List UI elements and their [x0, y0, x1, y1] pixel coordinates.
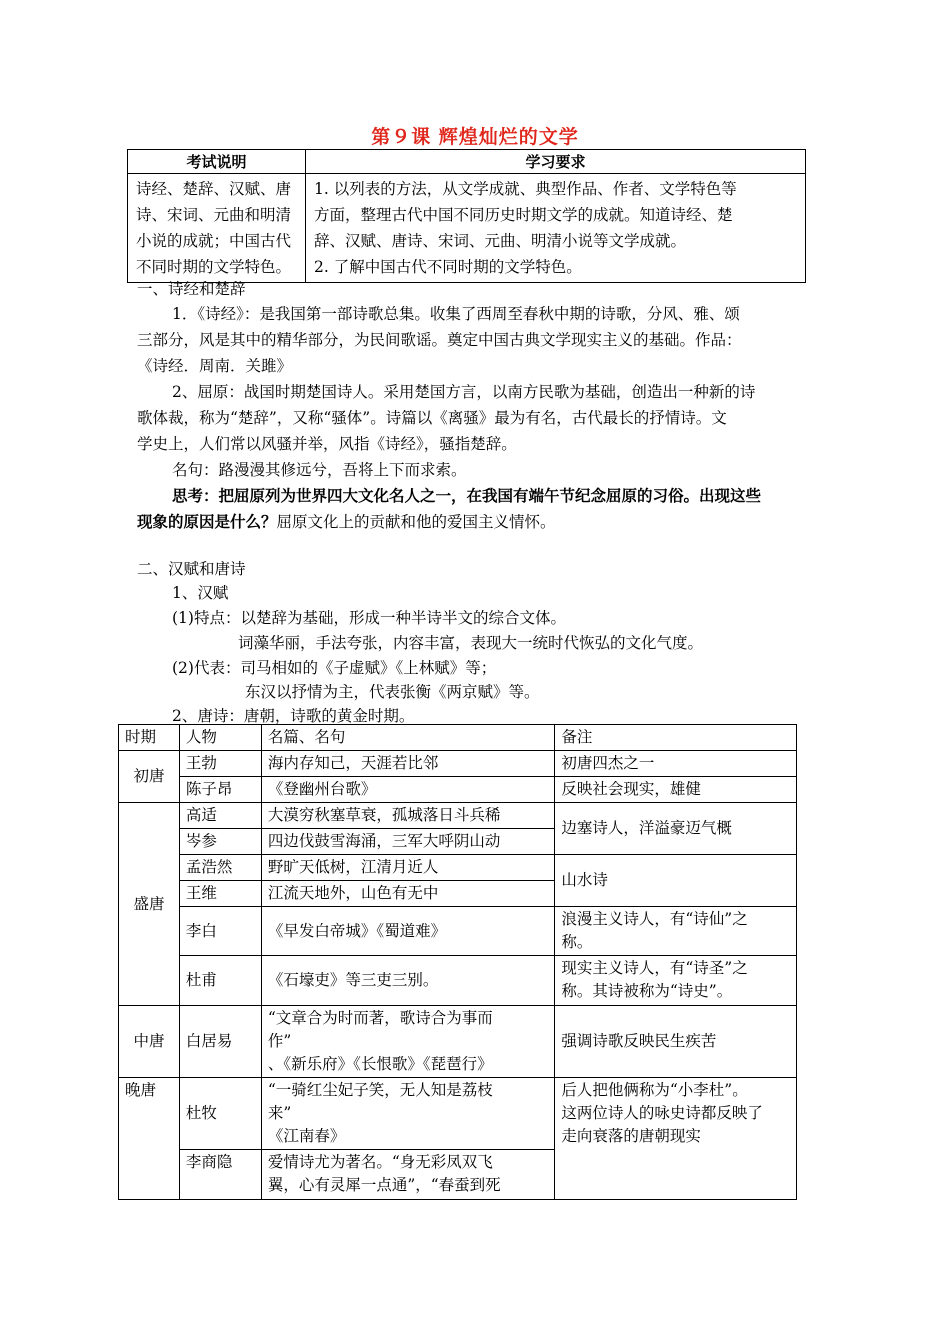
person-cell: 李商隐 — [179, 1150, 261, 1200]
table-row — [119, 725, 797, 751]
note-cell: 山水诗 — [555, 855, 797, 907]
period-cell: 晚唐 — [119, 1078, 180, 1200]
person-cell: 王维 — [179, 881, 261, 907]
work-cell: 野旷天低树，江清月近人 — [261, 855, 555, 881]
hanfu-rep2: 东汉以抒情为主，代表张衡《两京赋》等。 — [245, 683, 540, 701]
shijing-line2: 三部分，风是其中的精华部分，为民间歌谣。奠定中国古典文学现实主义的基础。作品： — [137, 331, 742, 349]
work-cell: 爱情诗尤为著名。“身无彩凤双飞 翼，心有灵犀一点通”，“春蚕到死 — [261, 1150, 555, 1200]
header-exam: 考试说明 — [128, 150, 306, 174]
hanfu-heading: 1、汉赋 — [172, 584, 229, 602]
work-cell: 江流天地外，山色有无中 — [261, 881, 555, 907]
table-row — [119, 1078, 797, 1150]
col-header: 名篇、名句 — [261, 725, 555, 751]
table-row — [119, 751, 797, 777]
period-cell: 盛唐 — [119, 803, 180, 1006]
tangshi-heading: 2、唐诗：唐朝，诗歌的黄金时期。 — [172, 707, 415, 725]
table-row — [119, 1006, 797, 1078]
table-row — [119, 907, 797, 956]
note-cell: 反映社会现实，雄健 — [555, 777, 797, 803]
think-line1: 思考：把屈原列为世界四大文化名人之一，在我国有端午节纪念屈原的习俗。出现这些 — [172, 486, 762, 505]
person-cell: 高适 — [179, 803, 261, 829]
person-cell: 杜甫 — [179, 956, 261, 1006]
col-header: 人物 — [179, 725, 261, 751]
work-cell: 《早发白帝城》《蜀道难》 — [261, 907, 555, 956]
hanfu-rep1: (2)代表：司马相如的《子虚赋》《上林赋》等； — [172, 659, 497, 677]
person-cell: 杜牧 — [179, 1078, 261, 1150]
note-cell: 边塞诗人，洋溢豪迈气概 — [555, 803, 797, 855]
person-cell: 岑参 — [179, 829, 261, 855]
work-cell: 四边伐鼓雪海涌，三军大呼阴山动 — [261, 829, 555, 855]
work-cell: 大漠穷秋塞草衰，孤城落日斗兵稀 — [261, 803, 555, 829]
work-cell: 《石壕吏》等三吏三别。 — [261, 956, 555, 1006]
think-line2: 现象的原因是什么？屈原文化上的贡献和他的爱国主义情怀。 — [137, 512, 556, 531]
table-row — [119, 855, 797, 881]
hanfu-feature1: (1)特点：以楚辞为基础，形成一种半诗半文的综合文体。 — [172, 609, 566, 627]
col-header: 备注 — [555, 725, 797, 751]
person-cell: 王勃 — [179, 751, 261, 777]
page-title: 第９课 辉煌灿烂的文学 — [371, 126, 579, 148]
famous-line: 名句：路漫漫其修远兮，吾将上下而求索。 — [172, 461, 467, 479]
note-cell: 后人把他俩称为“小李杜”。 这两位诗人的咏史诗都反映了 走向衰落的唐朝现实 — [555, 1078, 797, 1200]
work-cell: “文章合为时而著，歌诗合为事而 作” 、《新乐府》《长恨歌》《琵琶行》 — [261, 1006, 555, 1078]
note-cell: 初唐四杰之一 — [555, 751, 797, 777]
note-cell: 浪漫主义诗人，有“诗仙”之 称。 — [555, 907, 797, 956]
work-cell: 《登幽州台歌》 — [261, 777, 555, 803]
period-cell: 初唐 — [119, 751, 180, 803]
person-cell: 李白 — [179, 907, 261, 956]
quyuan-line3: 学史上，人们常以风骚并举，风指《诗经》，骚指楚辞。 — [137, 435, 517, 453]
exam-cell: 诗经、楚辞、汉赋、唐 诗、宋词、元曲和明清 小说的成就；中国古代 不同时期的文学特色。 — [128, 174, 306, 283]
tang-poetry-table — [118, 724, 797, 1200]
person-cell: 白居易 — [179, 1006, 261, 1078]
work-cell: 海内存知己，天涯若比邻 — [261, 751, 555, 777]
table-row — [119, 777, 797, 803]
overview-table — [127, 149, 806, 283]
note-cell: 强调诗歌反映民生疾苦 — [555, 1006, 797, 1078]
table-row — [119, 803, 797, 829]
quyuan-line1: 2、屈原：战国时期楚国诗人。采用楚国方言，以南方民歌为基础，创造出一种新的诗 — [172, 383, 756, 401]
person-cell: 孟浩然 — [179, 855, 261, 881]
period-cell: 中唐 — [119, 1006, 180, 1078]
shijing-line3: 《诗经．周南．关雎》 — [137, 357, 293, 375]
col-header: 时期 — [119, 725, 180, 751]
note-cell: 现实主义诗人，有“诗圣”之 称。其诗被称为“诗史”。 — [555, 956, 797, 1006]
quyuan-line2: 歌体裁，称为“楚辞”，又称“骚体”。诗篇以《离骚》最为有名，古代最长的抒情诗。文 — [137, 409, 727, 427]
work-cell: “一骑红尘妃子笑，无人知是荔枝 来” 《江南春》 — [261, 1078, 555, 1150]
table-row — [119, 956, 797, 1006]
shijing-line1: 1．《诗经》：是我国第一部诗歌总集。收集了西周至春秋中期的诗歌，分风、雅、颂 — [172, 305, 740, 323]
header-requirements: 学习要求 — [306, 150, 806, 174]
hanfu-feature2: 词藻华丽，手法夸张，内容丰富，表现大一统时代恢弘的文化气度。 — [238, 634, 704, 652]
requirements-cell: 1. 以列表的方法，从文学成就、典型作品、作者、文学特色等 方面，整理古代中国不同历史时期文学的成就。知道诗经、楚 辞、汉赋、唐诗、宋词、元曲、明清小说等文学成就。 2. 了解中国古代不同时期的文学特色。 — [306, 174, 806, 283]
section2-heading: 二、汉赋和唐诗 — [137, 560, 246, 578]
section1-heading: 一、诗经和楚辞 — [137, 280, 246, 298]
person-cell: 陈子昂 — [179, 777, 261, 803]
